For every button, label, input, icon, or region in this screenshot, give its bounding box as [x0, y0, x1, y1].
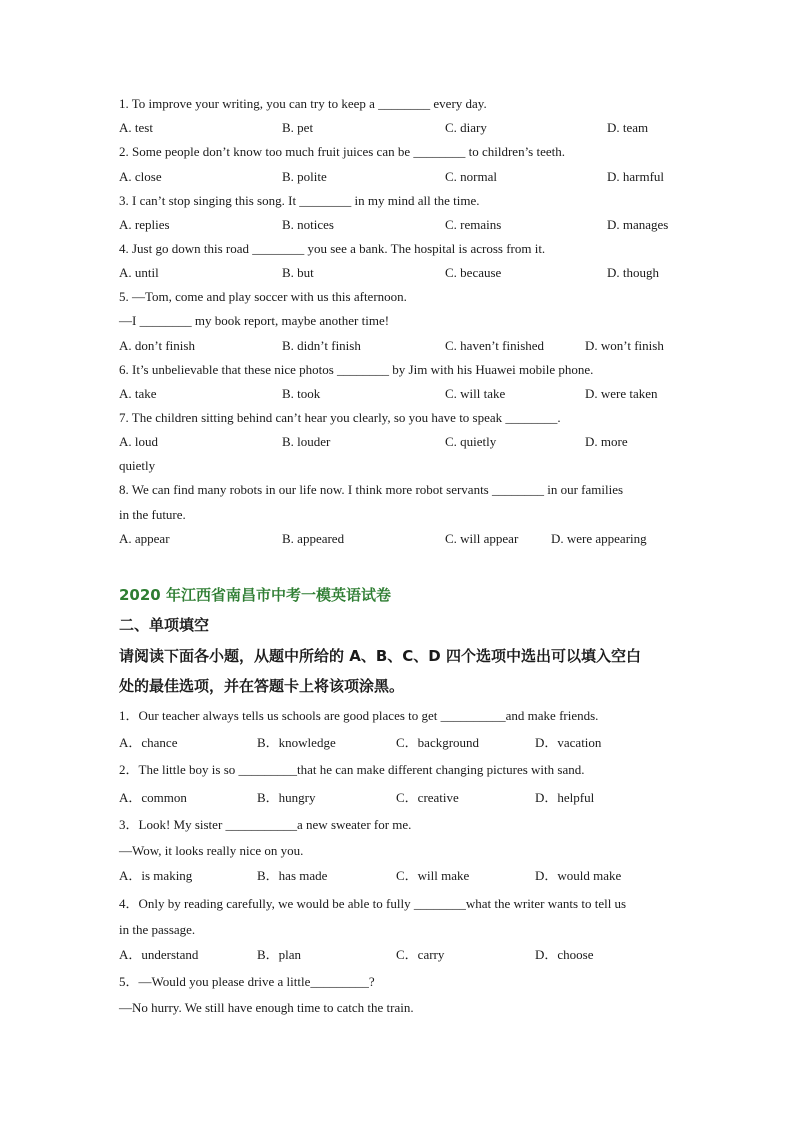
option-b: B. appeared	[282, 531, 345, 546]
option-b: B. pet	[282, 120, 314, 135]
question-5-stem: 5．—Would you please drive a little_________?	[119, 974, 375, 989]
question-2-options	[119, 790, 679, 806]
option-a: A．common	[119, 790, 187, 805]
option-c: C. haven’t finished	[445, 338, 545, 353]
option-d: D. won’t finish	[585, 338, 664, 353]
question-3-stem: 3. I can’t stop singing this song. It ________ in my mind all the time.	[119, 193, 480, 208]
instruction-line-2: 处的最佳选项，并在答题卡上将该项涂黑。	[119, 677, 405, 695]
option-c: C. will take	[445, 386, 506, 401]
option-d: D. team	[607, 120, 649, 135]
question-4-stem: 4．Only by reading carefully, we would be able to fully ________what the writer wants to tell us	[119, 896, 627, 911]
question-5-options	[119, 338, 679, 354]
option-c: C. will appear	[445, 531, 519, 546]
question-6-stem: 6. It’s unbelievable that these nice photos ________ by Jim with his Huawei mobile phone.	[119, 362, 594, 377]
question-7-stem: 7. The children sitting behind can’t hear you clearly, so you have to speak ________.	[119, 410, 561, 425]
option-c: C．will make	[396, 868, 470, 883]
option-d: D．would make	[535, 868, 622, 883]
instruction-line-1: 请阅读下面各小题，从题中所给的 A、B、C、D 四个选项中选出可以填入空白	[119, 647, 641, 665]
exam-title: 2020 年江西省南昌市中考一模英语试卷	[119, 586, 391, 604]
question-4-options	[119, 265, 679, 281]
option-b: B. notices	[282, 217, 334, 232]
question-5-stem: 5. —Tom, come and play soccer with us this afternoon.	[119, 289, 407, 304]
question-2-stem: 2. Some people don’t know too much fruit juices can be ________ to children’s teeth.	[119, 144, 566, 159]
option-b: B．has made	[257, 868, 328, 883]
option-a: A. test	[119, 120, 153, 135]
question-4-stem: 4. Just go down this road ________ you see a bank. The hospital is across from it.	[119, 241, 546, 256]
option-d: D．choose	[535, 947, 594, 962]
question-7-option-d-continued: quietly	[119, 458, 156, 473]
option-d: D. though	[607, 265, 659, 280]
question-3-options	[119, 217, 679, 233]
option-c: C．background	[396, 735, 480, 750]
option-a: A．is making	[119, 868, 193, 883]
option-b: B．hungry	[257, 790, 316, 805]
option-a: A. replies	[119, 217, 170, 232]
option-a: A. until	[119, 265, 159, 280]
question-2-stem: 2．The little boy is so _________that he can make different changing pictures with sand.	[119, 762, 585, 777]
question-3-response: —Wow, it looks really nice on you.	[119, 843, 304, 858]
option-a: A．chance	[119, 735, 178, 750]
option-d: D. harmful	[607, 169, 665, 184]
option-a: A. loud	[119, 434, 158, 449]
option-d: D. more	[585, 434, 628, 449]
option-c: C. normal	[445, 169, 497, 184]
option-b: B．plan	[257, 947, 302, 962]
option-d: D．helpful	[535, 790, 595, 805]
question-1-options	[119, 735, 679, 751]
option-b: B. took	[282, 386, 321, 401]
question-5-response: —I ________ my book report, maybe another time!	[119, 313, 390, 328]
option-a: A. close	[119, 169, 162, 184]
question-4-options	[119, 947, 679, 963]
option-a: A. take	[119, 386, 157, 401]
question-2-options	[119, 169, 679, 185]
option-c: C. diary	[445, 120, 487, 135]
option-d: D. were appearing	[551, 531, 647, 546]
question-8-options	[119, 531, 679, 547]
question-3-options	[119, 868, 679, 884]
question-5-response: —No hurry. We still have enough time to catch the train.	[119, 1000, 414, 1015]
option-b: B. didn’t finish	[282, 338, 361, 353]
option-a: A. don’t finish	[119, 338, 195, 353]
question-8-stem: 8. We can find many robots in our life now. I think more robot servants ________ in our families	[119, 482, 624, 497]
option-d: D. were taken	[585, 386, 658, 401]
question-8-stem-continued: in the future.	[119, 507, 186, 522]
question-4-stem-continued: in the passage.	[119, 922, 196, 937]
question-1-options	[119, 120, 679, 136]
option-b: B. but	[282, 265, 314, 280]
option-c: C．carry	[396, 947, 445, 962]
question-3-stem: 3．Look! My sister ___________a new sweater for me.	[119, 817, 412, 832]
option-b: B. polite	[282, 169, 327, 184]
option-d: D. manages	[607, 217, 669, 232]
option-b: B. louder	[282, 434, 331, 449]
option-d: D．vacation	[535, 735, 602, 750]
question-1-stem: 1．Our teacher always tells us schools are good places to get __________and make friends.	[119, 708, 599, 723]
option-c: C. quietly	[445, 434, 497, 449]
option-c: C．creative	[396, 790, 459, 805]
option-b: B．knowledge	[257, 735, 336, 750]
option-c: C. because	[445, 265, 502, 280]
question-6-options	[119, 386, 679, 402]
question-7-options	[119, 434, 679, 450]
option-a: A. appear	[119, 531, 170, 546]
option-c: C. remains	[445, 217, 502, 232]
option-a: A．understand	[119, 947, 199, 962]
question-1-stem: 1. To improve your writing, you can try to keep a ________ every day.	[119, 96, 487, 111]
section-heading: 二、单项填空	[119, 616, 210, 634]
